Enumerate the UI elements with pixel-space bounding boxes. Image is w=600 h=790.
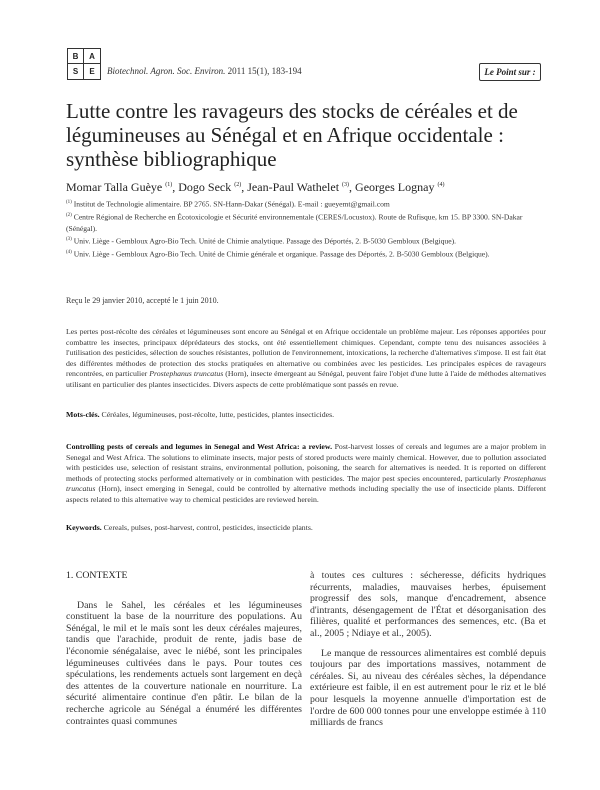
keywords-en-label: Keywords. — [66, 523, 102, 532]
journal-name: Biotechnol. Agron. Soc. Environ. — [107, 66, 226, 76]
body-paragraph: Dans le Sahel, les céréales et les légumineuses constituent la base de la nourriture des populations. Au Sénégal, le mil et le maïs sont les deux céréales majeures, tandis que l'arachide, produit de rente, jadis base de l'économie sénégalaise, avec le niébé, sont les principales légumineuses cultivées dans le pays. Pour toutes ces spéculations, les rendements actuels sont largement en deçà des attentes de la couverture nationale en nourriture. La sécurité alimentaire continue d'en pâtir. Le bilan de la recherche agricole au Sénégal a énuméré les différentes contraintes quasi communes — [66, 599, 302, 727]
logo-letter-a: A — [84, 49, 100, 64]
author-name: Dogo Seck — [178, 180, 232, 194]
abstract-en-title: Controlling pests of cereals and legumes in Senegal and West Africa: a review. — [66, 442, 333, 451]
logo-letter-b: B — [68, 49, 84, 64]
affiliation — [66, 210, 546, 234]
abstract-english — [66, 442, 546, 506]
author-ref: (3) — [342, 182, 350, 188]
abstract-french — [66, 327, 546, 391]
author-ref: (1) — [165, 182, 173, 188]
body-column-right — [310, 570, 546, 729]
author-name: Momar Talla Guèye — [66, 180, 163, 194]
journal-reference — [107, 66, 302, 76]
keywords-english — [66, 523, 546, 532]
journal-logo — [67, 48, 101, 80]
affiliation-ref: (2) — [66, 212, 72, 218]
affiliations — [66, 197, 546, 260]
abstract-fr-text-1: Les pertes post-récolte des céréales et légumineuses sont encore au Sénégal et en Afrique occidentale un problème majeur. Les réponses apportées pour combattre les insectes, principaux déprédateurs des stocks, ont été essentiellement chimiques. Cependant, compte tenu des nuisances associées à l'utilisation des pesticides, sélection de souches résistantes, pollution de l'environnement, intoxications, la recherche d'alternatives s'impose. Il est fait état des différentes méthodes de protection des stocks pratiquées en alternative ou combinées avec les pesticides. Les principales espèces de ravageurs rencontrées, en particulier — [66, 327, 546, 379]
author-name: Jean-Paul Wathelet — [247, 180, 340, 194]
abstract-fr-species: Prostephanus truncatus — [149, 369, 224, 379]
keywords-fr-list: Céréales, légumineuses, post-récolte, lutte, pesticides, plantes insecticides. — [99, 410, 335, 419]
abstract-en-text-1: Post-harvest losses of cereals and legumes are a major problem in Senegal and West Africa. The solutions to eliminate insects, major pests of stored products were mainly chemical. However, due to pollution associated with pesticides use, selection of resistant strains, environmental pollution, poisoning, the search for alternatives is needed. It is reported on different methods of protecting stocks performed alternatively or in combination with pesticides. The major pest species encountered, particularly — [66, 442, 546, 483]
affiliation — [66, 234, 546, 247]
affiliation-text: Institut de Technologie alimentaire. BP 2765. SN-Hann-Dakar (Sénégal). E-mail : gueyemt@gmail.com — [73, 199, 390, 209]
body-column-left — [66, 570, 302, 727]
keywords-french — [66, 410, 546, 419]
affiliation — [66, 197, 546, 210]
le-point-sur-badge: Le Point sur : — [479, 63, 541, 81]
logo-letter-e: E — [89, 67, 95, 76]
article-title: Lutte contre les ravageurs des stocks de céréales et de légumineuses au Sénégal et en Afrique occidentale : synthèse bibliographique — [66, 99, 518, 171]
logo-letter-s: S — [68, 64, 84, 79]
affiliation-ref: (4) — [66, 249, 72, 255]
affiliation — [66, 247, 546, 260]
section-heading: 1. CONTEXTE — [66, 570, 128, 581]
affiliation-ref: (3) — [66, 236, 72, 242]
affiliation-text: Univ. Liège - Gembloux Agro-Bio Tech. Unité de Chimie générale et organique. Passage des Déportés, 2. B-5030 Gembloux (Belgique). — [73, 249, 490, 259]
received-accepted-dates: Reçu le 29 janvier 2010, accepté le 1 juin 2010. — [66, 296, 219, 305]
affiliation-text: Centre Régional de Recherche en Écotoxicologie et Sécurité environnementale (CERES/Locustox). Route de Rufisque, km 15. BP 3300. SN-Dakar (Sénégal). — [66, 212, 523, 233]
abstract-fr-text-2: (Horn), insecte émergeant au Sénégal, peuvent faire l'objet d'une lutte à l'aide de méthodes alternatives utilisant en particulier des plantes insecticides. Divers aspects de cette problématique sont passés en revue. — [66, 369, 547, 389]
author-name: Georges Lognay — [355, 180, 435, 194]
author-ref: (4) — [437, 182, 445, 188]
journal-citation: 2011 15(1), 183-194 — [227, 66, 302, 76]
body-paragraph-continuation: à toutes ces cultures : sécheresse, déficits hydriques récurrents, maladies, mauvaises herbes, épuisement progressif des sols, manque d'encadrement, absence d'intrants, désengagement de l'État et désorganisation des filières, qualité et performances des semences, etc. (Ba et al., 2005 ; Ndiaye et al., 2005). — [310, 570, 546, 639]
keywords-en-list: Cereals, pulses, post-harvest, control, pesticides, insecticide plants. — [101, 523, 313, 532]
author-ref: (2) — [234, 182, 242, 188]
abstract-en-text-2: (Horn), insect emerging in Senegal, could be controlled by alternative methods including specially the use of insecticide plants. Different aspects related to this alternative way to chemical pesticides are reviewed herein. — [66, 484, 546, 504]
affiliation-ref: (1) — [66, 200, 72, 205]
abstract-en-species: Prostephanus truncatus — [66, 473, 546, 494]
body-paragraph: Le manque de ressources alimentaires est comblé depuis toujours par des importations massives, notamment de céréales. Si, au niveau des céréales sèches, la dépendance extérieure est faible, il en est autrement pour le riz et le blé pour lesquels la moyenne annuelle d'importation est de l'ordre de 600 000 tonnes pour une enveloppe estimée à 110 milliards de francs — [310, 647, 546, 729]
affiliation-text: Univ. Liège - Gembloux Agro-Bio Tech. Unité de Chimie analytique. Passage des Déportés, 2. B-5030 Gembloux (Belgique). — [73, 236, 456, 246]
keywords-fr-label: Mots-clés. — [66, 410, 100, 419]
author-list: Momar Talla Guèye $^{(1)}$, Dogo Seck $^{(2)}$, Jean-Paul Wathelet $^{(3)}$, Georges Lognay $^{(4)}$ — [66, 180, 445, 194]
